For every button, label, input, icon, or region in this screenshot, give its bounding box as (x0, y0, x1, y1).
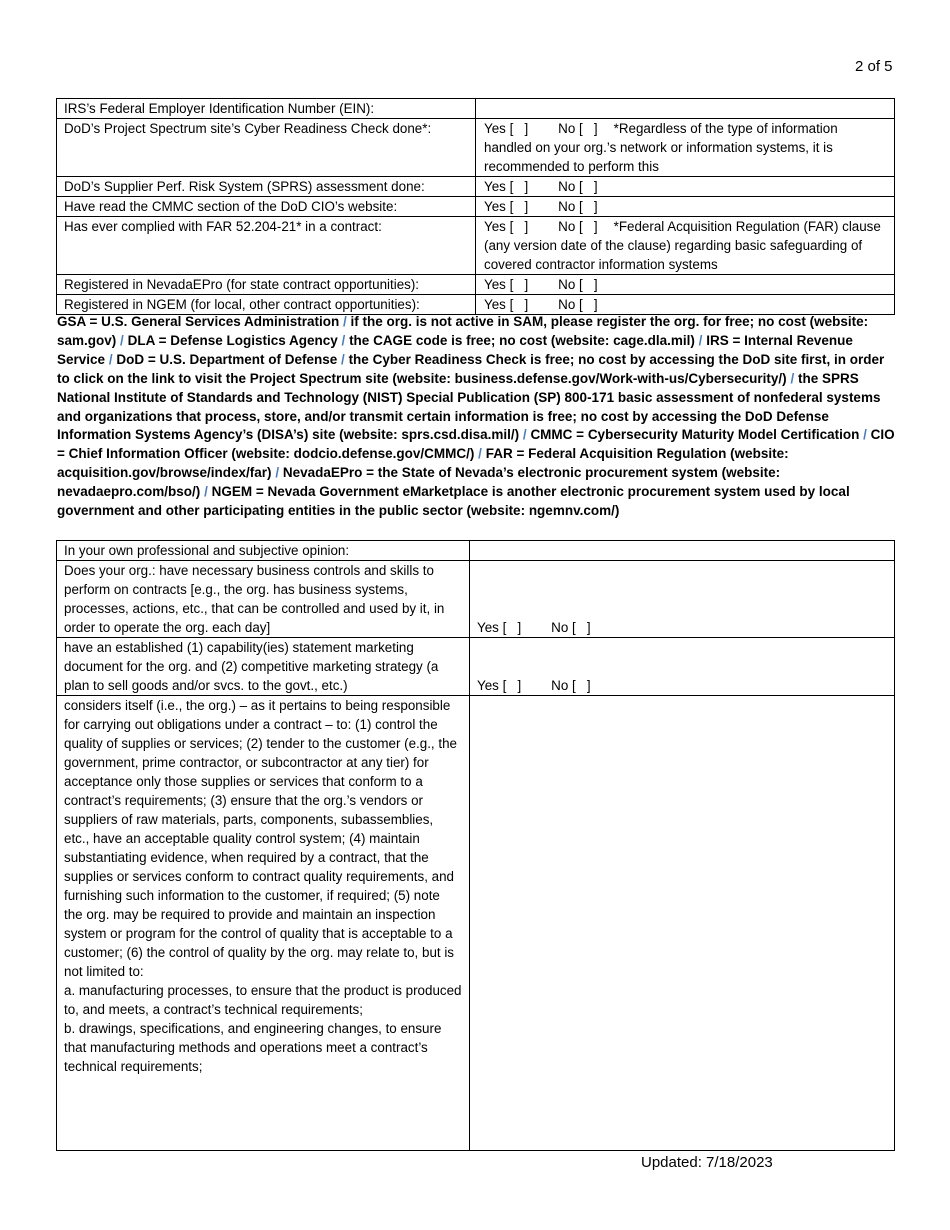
table-row (57, 197, 895, 217)
legend-item: GSA = U.S. General Services Administration (57, 314, 340, 329)
opinion-table (56, 540, 895, 1151)
no-checkbox[interactable]: No [ ] (551, 620, 591, 635)
legend-separator: / (204, 484, 208, 500)
footnote-text: *Regardless of the type of information handled on your org.’s network or information systems, it is recommended to perform this (484, 121, 838, 174)
no-checkbox[interactable]: No [ ] (558, 219, 598, 234)
legend-separator: / (698, 332, 703, 348)
legend-item: CMMC = Cybersecurity Maturity Model Certification (530, 427, 860, 443)
yes-checkbox[interactable]: Yes [ ] (484, 121, 529, 136)
answer-ein-field[interactable] (476, 99, 895, 119)
table-row (57, 177, 895, 197)
legend-item: CIO = Chief Information Officer (website: dodcio.defense.gov/CMMC/) (57, 427, 895, 462)
legend-separator: / (522, 427, 527, 443)
acronym-legend (57, 313, 899, 521)
question-capability-statement: have an established (1) capability(ies) statement marketing document for the org. and (2) competitive marketing strategy (a plan to sell goods and/or svcs. to the govt., etc.) (57, 638, 470, 696)
yes-checkbox[interactable]: Yes [ ] (484, 219, 529, 234)
legend-item: DoD = U.S. Department of Defense (116, 351, 338, 367)
legend-separator: / (341, 332, 346, 348)
legend-item: the SPRS National Institute of Standards and Technology (NIST) Special Publication (SP) 800-171 basic assessment of nonfederal systems and organizations that process, store, and/or transmit certain information is free; no cost by accessing the DoD Defense Information Systems Agency’s (DISA’s) site (website: sprs.csd.disa.mil/) (57, 370, 881, 443)
yes-checkbox[interactable]: Yes [ ] (484, 199, 529, 214)
legend-separator: / (863, 427, 867, 443)
question-far: Has ever complied with FAR 52.204-21* in a contract: (57, 217, 476, 275)
org-info-table (56, 98, 895, 315)
answer-cyber-readiness (476, 119, 895, 177)
legend-item: NGEM = Nevada Government eMarketplace is another electronic procurement system used by local government and other participating entities in the public sector (website: ngemnv.com/) (57, 484, 850, 519)
yes-checkbox[interactable]: Yes [ ] (484, 179, 529, 194)
question-quality-control (57, 696, 470, 1151)
yes-checkbox[interactable]: Yes [ ] (477, 678, 522, 693)
opinion-header-blank (470, 541, 895, 561)
legend-item: NevadaEPro = the State of Nevada’s electronic procurement system (website: nevadaepro.com/bso/) (57, 465, 781, 500)
table-row (57, 217, 895, 275)
answer-ngem (476, 295, 895, 315)
legend-item: DLA = Defense Logistics Agency (127, 332, 338, 348)
question-cmmc: Have read the CMMC section of the DoD CIO’s website: (57, 197, 476, 217)
question-ein: IRS’s Federal Employer Identification Number (EIN): (57, 99, 476, 119)
legend-item: FAR = Federal Acquisition Regulation (website: acquisition.gov/browse/index/far) (57, 446, 789, 481)
legend-separator: / (275, 465, 280, 481)
yes-checkbox[interactable]: Yes [ ] (477, 620, 522, 635)
question-cyber-readiness: DoD’s Project Spectrum site’s Cyber Readiness Check done*: (57, 119, 476, 177)
no-checkbox[interactable]: No [ ] (558, 121, 598, 136)
answer-nevadaepro (476, 275, 895, 295)
opinion-header: In your own professional and subjective opinion: (57, 541, 470, 561)
answer-quality-control-field[interactable] (470, 696, 895, 1151)
quality-control-item-a: a. manufacturing processes, to ensure that the product is produced to, and meets, a contract’s technical requirements; (64, 983, 462, 1017)
answer-cmmc (476, 197, 895, 217)
page-number: 2 of 5 (855, 58, 893, 75)
question-sprs: DoD’s Supplier Perf. Risk System (SPRS) assessment done: (57, 177, 476, 197)
table-row (57, 638, 895, 696)
legend-separator: / (343, 314, 347, 329)
footnote-text: *Federal Acquisition Regulation (FAR) clause (any version date of the clause) regarding basic safeguarding of covered contractor information systems (484, 219, 881, 272)
legend-item: the CAGE code is free; no cost (website: cage.dla.mil) (349, 332, 695, 348)
legend-item: IRS = Internal Revenue Service (57, 332, 853, 367)
yes-checkbox[interactable]: Yes [ ] (484, 297, 529, 312)
legend-item: the Cyber Readiness Check is free; no cost by accessing the DoD site first, in order to click on the link to visit the Project Spectrum site (website: business.defense.gov/Work-with-us/Cybersecurity/) (57, 351, 885, 386)
question-business-controls: Does your org.: have necessary business controls and skills to perform on contracts [e.g., the org. has business systems, processes, actions, etc., that can be controlled and used by it, in order to operate the org. each day] (57, 561, 470, 638)
answer-far (476, 217, 895, 275)
legend-separator: / (341, 351, 345, 367)
answer-capability-statement (470, 638, 895, 696)
no-checkbox[interactable]: No [ ] (558, 199, 598, 214)
no-checkbox[interactable]: No [ ] (558, 297, 598, 312)
yes-checkbox[interactable]: Yes [ ] (484, 277, 529, 292)
legend-item: if the org. is not active in SAM, please register the org. for free; no cost (website: sam.gov) (57, 314, 869, 348)
legend-separator: / (108, 351, 113, 367)
table-row (57, 696, 895, 1151)
legend-separator: / (120, 332, 124, 348)
table-row (57, 119, 895, 177)
answer-business-controls (470, 561, 895, 638)
no-checkbox[interactable]: No [ ] (558, 277, 598, 292)
legend-separator: / (478, 446, 482, 462)
legend-separator: / (790, 370, 795, 386)
updated-date: Updated: 7/18/2023 (641, 1154, 773, 1171)
question-nevadaepro: Registered in NevadaEPro (for state contract opportunities): (57, 275, 476, 295)
table-row (57, 99, 895, 119)
quality-control-item-b: b. drawings, specifications, and engineering changes, to ensure that manufacturing methods and operations meet a contract’s technical requirements; (64, 1021, 442, 1074)
quality-control-text: considers itself (i.e., the org.) – as it pertains to being responsible for carrying out obligations under a contract – to: (1) control the quality of supplies or services; (2) tender to the customer (e.g., the government, prime contractor, or subcontractor at any tier) for acceptance only those supplies or services that conform to a contract’s requirements; (3) ensure that the org.’s vendors or suppliers of raw materials, parts, components, subassemblies, etc., have an acceptable quality control system; (4) maintain substantiating evidence, when required by a contract, that the supplies or services conform to contract quality requirements, and furnishing such information to the customer, if required; (5) note the org. may be required to provide and maintain an inspection system or program for the control of quality that is acceptable to a customer; (6) the control of quality by the org. may relate to, but is not limited to: (64, 698, 457, 979)
table-row (57, 541, 895, 561)
no-checkbox[interactable]: No [ ] (558, 179, 598, 194)
question-ngem: Registered in NGEM (for local, other contract opportunities): (57, 295, 476, 315)
table-row (57, 561, 895, 638)
no-checkbox[interactable]: No [ ] (551, 678, 591, 693)
answer-sprs (476, 177, 895, 197)
table-row (57, 295, 895, 315)
table-row (57, 275, 895, 295)
